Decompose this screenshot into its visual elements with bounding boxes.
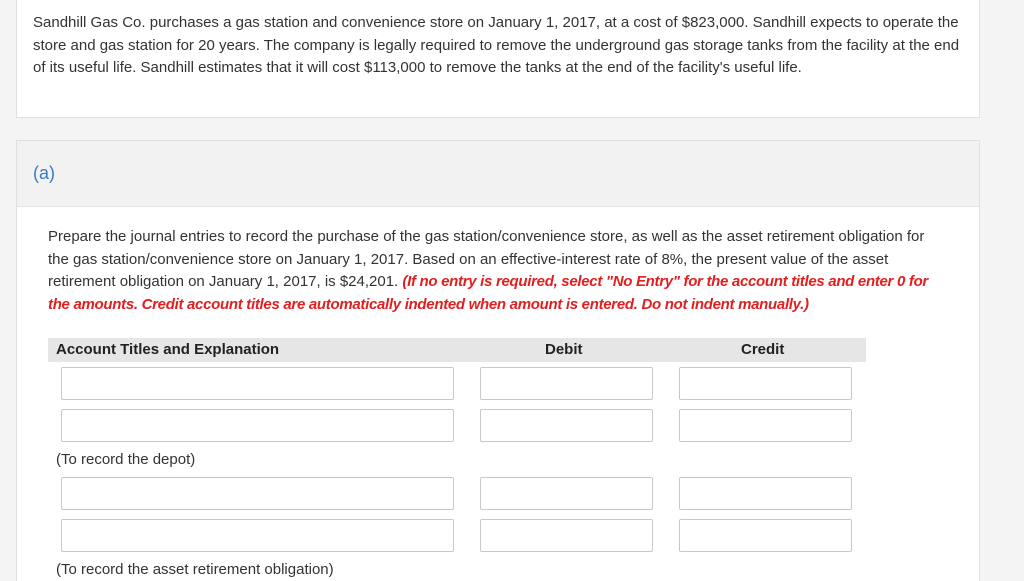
- instructions-text: Prepare the journal entries to record the purchase of the gas station/convenience store, as well as the asset retirement obligation for the gas station/convenience store on January 1, 2017. Based on an effective-interest rate of 8%, the present value of the asset retirement obligation on January 1, 2017, is $24,201.: [48, 228, 925, 290]
- entry2-row2-credit-input[interactable]: [679, 519, 852, 552]
- entry2-row1-debit-input[interactable]: [480, 477, 653, 510]
- entry1-row1-debit-input[interactable]: [480, 367, 653, 400]
- instructions: [48, 226, 938, 316]
- entry1-row2-credit-input[interactable]: [679, 409, 852, 442]
- entry1-row1-credit-input[interactable]: [679, 367, 852, 400]
- journal-table-header: [48, 338, 866, 362]
- entry2-row1-credit-input[interactable]: [679, 477, 852, 510]
- problem-text: Sandhill Gas Co. purchases a gas station and convenience store on January 1, 2017, at a cost of $823,000. Sandhill expects to operate the store and gas station for 20 years. The company is legally required to remove the underground gas storage tanks from the facility at the end of its useful life. Sandhill estimates that it will cost $113,000 to remove the tanks at the end of the facility's useful life.: [33, 14, 960, 76]
- entry1-row2-debit-input[interactable]: [480, 409, 653, 442]
- part-label: (a): [33, 163, 55, 183]
- header-credit: Credit: [741, 341, 785, 358]
- entry2-row2-debit-input[interactable]: [480, 519, 653, 552]
- entry1-explanation: (To record the depot): [56, 451, 196, 468]
- problem-card: [16, 0, 980, 118]
- entry1-row2-account-input[interactable]: [61, 409, 454, 442]
- entry1-row1-account-input[interactable]: [61, 367, 454, 400]
- part-a-card: [16, 140, 980, 581]
- part-header: [17, 141, 979, 207]
- entry2-row1-account-input[interactable]: [61, 477, 454, 510]
- header-account-titles: Account Titles and Explanation: [56, 341, 280, 358]
- header-debit: Debit: [545, 341, 583, 358]
- entry2-row2-account-input[interactable]: [61, 519, 454, 552]
- instructions-note: (If no entry is required, select "No Entry" for the account titles and enter 0 for the amounts. Credit account titles are automatically indented when amount is entered. Do not indent manually.): [48, 273, 928, 313]
- entry2-explanation: (To record the asset retirement obligation): [56, 561, 334, 578]
